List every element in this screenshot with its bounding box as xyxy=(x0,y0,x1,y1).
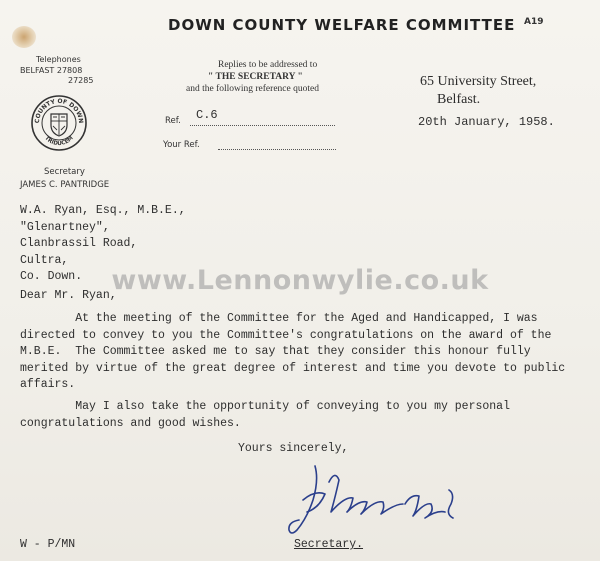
paragraph-line: May I also take the opportunity of conveying to you my personal xyxy=(20,400,510,413)
stain-mark xyxy=(12,26,36,48)
recipient-line: Cultra, xyxy=(20,253,69,267)
your-ref-label: Your Ref. xyxy=(163,140,200,150)
ref-dotted-line xyxy=(190,125,335,126)
watermark-text: www.Lennonwylie.co.uk xyxy=(111,265,489,296)
secretary-label: Secretary xyxy=(44,167,85,177)
paragraph-line: congratulations and good wishes. xyxy=(20,416,241,430)
recipient-line: Co. Down. xyxy=(20,270,83,283)
county-seal-icon xyxy=(30,94,88,152)
closing: Yours sincerely, xyxy=(238,442,349,455)
signatory-title: Secretary. xyxy=(294,538,364,551)
reply-instruction-1: Replies to be addressed to xyxy=(218,60,318,70)
telephone-line-1: BELFAST 27808 xyxy=(20,66,83,75)
svg-text:TRIDUCEM xyxy=(43,135,74,147)
ref-value: C.6 xyxy=(196,108,218,122)
recipient-line: Clanbrassil Road, xyxy=(20,237,138,250)
body-paragraph-1 xyxy=(20,311,565,394)
reply-instruction-3: and the following reference quoted xyxy=(186,84,319,94)
telephone-line-2: 27285 xyxy=(68,76,94,85)
organization-title: DOWN COUNTY WELFARE COMMITTEE xyxy=(168,16,516,34)
salutation: Dear Mr. Ryan, xyxy=(20,289,117,302)
footer-reference: W - P/MN xyxy=(20,538,76,551)
seal-text-top: COUNTY OF DOWN xyxy=(33,97,85,124)
letter-date: 20th January, 1958. xyxy=(418,115,555,129)
secretary-name: JAMES C. PANTRIDGE xyxy=(20,180,110,190)
signature-icon xyxy=(285,460,485,540)
recipient-line: "Glenartney", xyxy=(20,220,110,234)
paragraph-line: affairs. xyxy=(20,378,76,391)
address-line-1: 65 University Street, xyxy=(420,74,537,89)
address-line-2: Belfast. xyxy=(437,92,481,107)
recipient-line: W.A. Ryan, Esq., M.B.E., xyxy=(20,204,186,217)
ref-label: Ref. xyxy=(165,116,181,126)
reply-instruction-2: " THE SECRETARY " xyxy=(208,72,303,82)
seal-text-bottom: TRIDUCEM xyxy=(43,135,75,148)
paragraph-line: M.B.E. The Committee asked me to say that they consider this honour fully xyxy=(20,345,531,358)
body-paragraph-2 xyxy=(20,399,510,432)
paragraph-line: At the meeting of the Committee for the Aged and Handicapped, I was xyxy=(20,312,538,325)
paragraph-line: directed to convey to you the Committee's congratulations on the award of the xyxy=(20,328,552,342)
paragraph-line: merited by virtue of the great degree of interest and time you devote to public xyxy=(20,361,566,375)
telephones-label: Telephones xyxy=(36,55,81,64)
document-code: A19 xyxy=(524,17,544,27)
your-ref-dotted-line xyxy=(218,149,336,150)
